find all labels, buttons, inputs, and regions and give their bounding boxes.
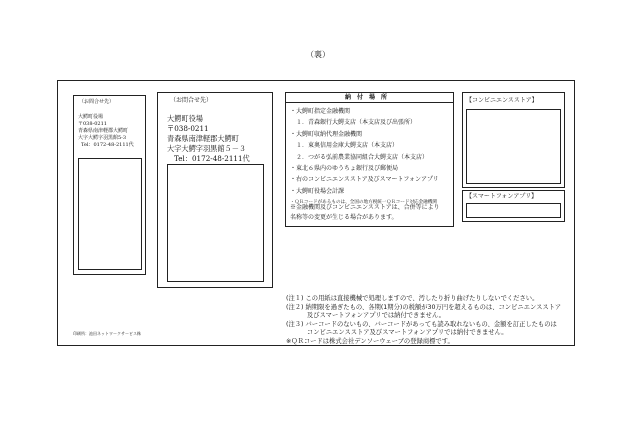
payment-place-item: １．青森銀行大鰐支店（本支店及び出張所）: [290, 119, 417, 127]
center-postal: 〒038-0211: [167, 124, 209, 133]
payment-place-item: ２．つがる弘前農業協同組合大鰐支店（本支店）: [290, 153, 429, 161]
payment-places-note2: 名称等の変更が生じる場合があります。: [290, 214, 398, 221]
payment-places-title-divider: [285, 102, 454, 103]
page-label: （裏）: [306, 50, 330, 59]
convenience-store-label: 【コンビニエンスストア】: [466, 97, 538, 104]
convenience-store-inner: [466, 109, 561, 184]
left-address1: 青森県南津軽郡大鰐町: [78, 128, 129, 134]
payment-place-item: １．東奥信用金庫大鰐支店（本支店）: [290, 142, 399, 150]
payment-place-item: ・東北６県内のゆうちょ銀行及び郵便局: [290, 165, 399, 173]
center-contact-header: （お問合せ先）: [170, 97, 213, 104]
note-line: (注２) 納期限を過ぎたもの、各期(1期分)の税額が30万円を超えるものは、コンビニエンスストア: [286, 303, 562, 311]
left-office: 大鰐町役場: [78, 114, 104, 120]
left-stamp-area: [78, 158, 142, 270]
note-line: コンビニエンスストア及びスマートフォンアプリでは納付できません。: [286, 329, 508, 337]
payment-place-item: ・大鰐町収納代理金融機関: [290, 130, 363, 138]
notes-section: [286, 295, 571, 347]
note-line: ※ＱＲコードは株式会社デンソーウェーブの登録商標です。: [286, 337, 454, 345]
payment-place-item: ・右のコンビニエンスストア及びスマートフォンアプリ: [290, 176, 439, 184]
note-line: (注３) バーコードのないもの、バーコードがあっても読み取れないもの、金額を訂正したものは: [286, 320, 557, 328]
payment-place-item: ・ＱＲコードがあるものは、全国の地方税統一ＱＲコード対応金融機関: [290, 200, 438, 206]
center-tel: Tel：0172-48-2111代: [174, 154, 250, 163]
center-address2: 大字大鰐字羽黒館５－３: [167, 144, 247, 153]
smartphone-app-label: 【スマートフォンアプリ】: [466, 193, 538, 200]
center-office: 大鰐町役場: [167, 114, 203, 123]
payment-places-note1: ※金融機関及びコンビニエンスストアは、合併等により: [290, 204, 440, 211]
payment-places-title: 納 付 場 所: [345, 94, 388, 101]
left-postal: 〒038-0211: [78, 121, 107, 127]
printer-credit: 印刷所：池田ネットワークサービス株: [73, 331, 141, 336]
left-contact-header: （お問合せ先）: [79, 99, 115, 105]
left-tel: Tel：0172-48-2111代: [81, 142, 134, 148]
payment-place-item: ・大鰐町指定金融機関: [290, 108, 351, 115]
smartphone-app-inner: [466, 203, 561, 218]
payment-places-list: [290, 106, 450, 209]
center-address1: 青森県南津軽郡大鰐町: [167, 134, 239, 143]
note-line: (注１) この用紙は直接機械で処理しますので、汚したり折り曲げたりしないでください。: [286, 295, 539, 302]
left-address2: 大字大鰐字羽黒館5-3: [78, 135, 127, 141]
center-stamp-area: [167, 164, 264, 282]
payment-place-item: ・大鰐町役場会計課: [290, 187, 345, 195]
note-line: 及びスマートフォンアプリでは納付できません。: [286, 312, 445, 320]
